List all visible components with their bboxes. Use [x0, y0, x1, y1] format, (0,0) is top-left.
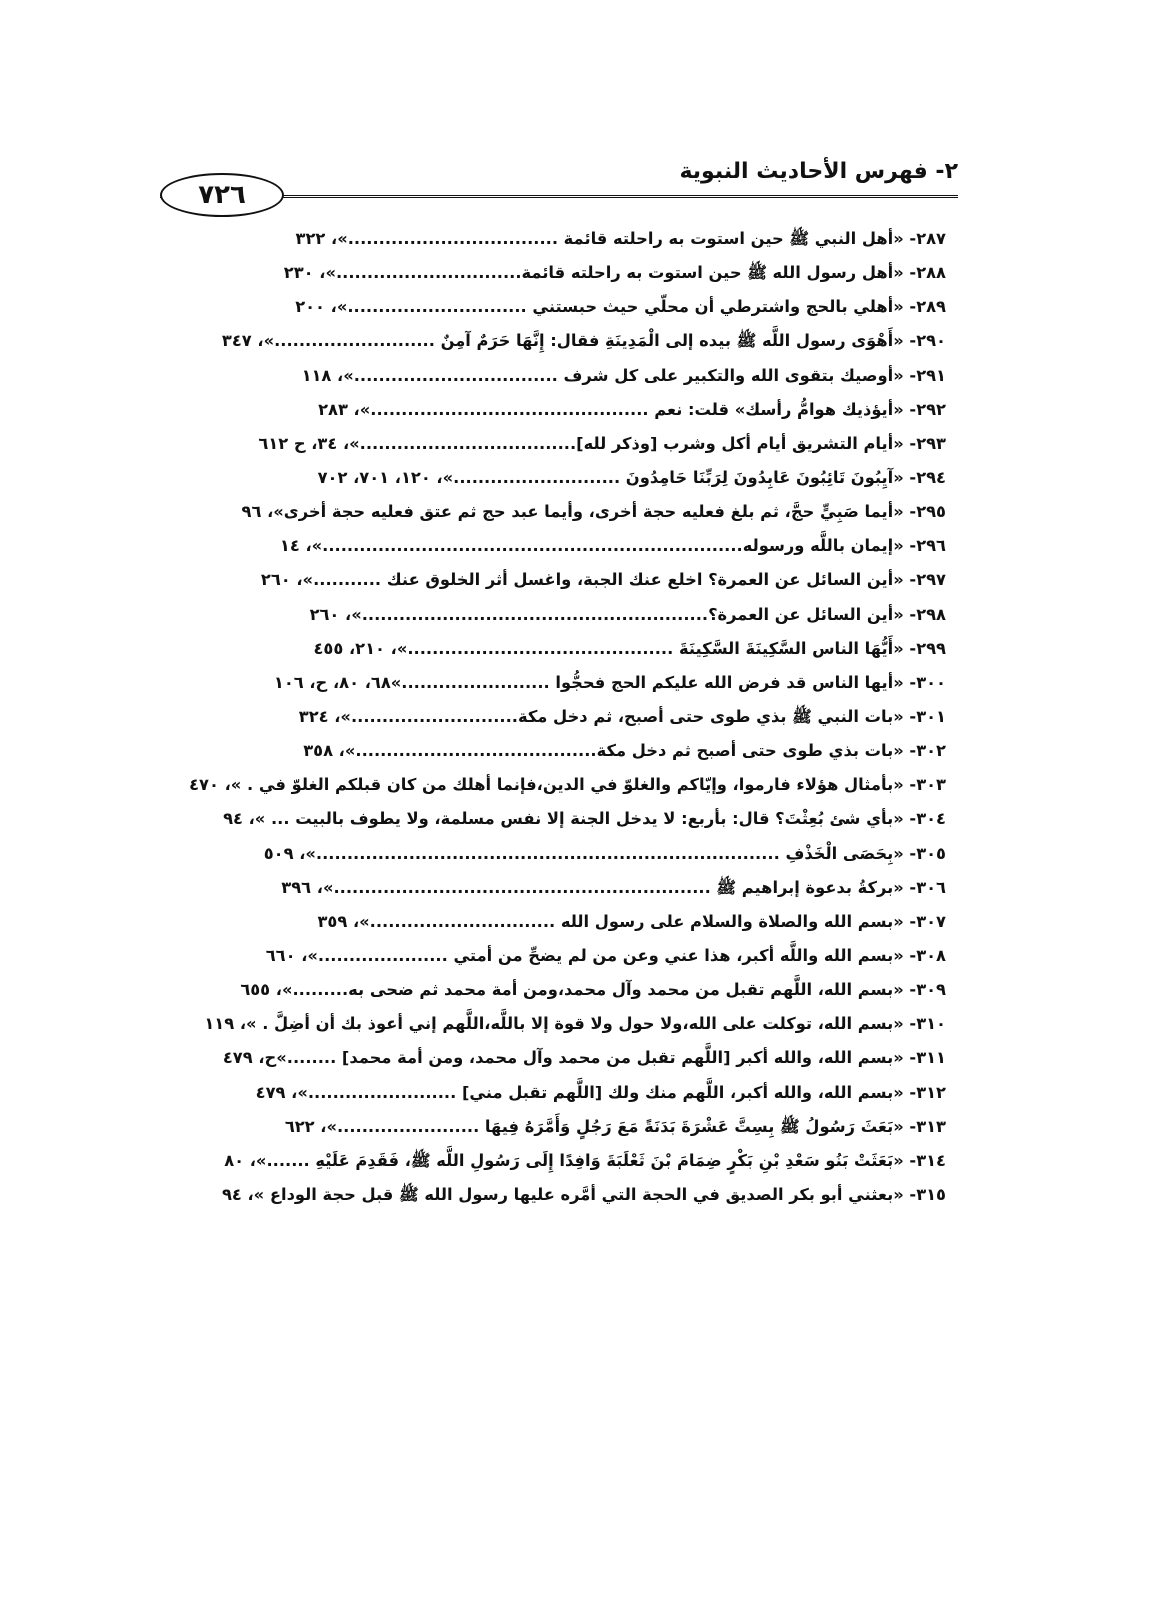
index-entry: ٣١٣- «بَعَثَ رَسُولُ ﷺ بِسِتَّ عَشْرَةَ بَدَنَةً مَعَ رَجُلٍ وَأَمَّرَهُ فِيهَا .......................»، ٦٢٢	[284, 1116, 946, 1136]
index-entry: ٣٠٦- «بركةُ بدعوة إبراهيم ﷺ .............................................................»، ٣٩٦	[281, 877, 946, 897]
hadith-index-list	[186, 222, 946, 1212]
index-entry: ٢٨٧- «أهل النبي ﷺ حين استوت به راحلته قائمة ..................................»، ٣٢٢	[295, 229, 946, 248]
section-title: ٢- فهرس الأحاديث النبوية	[679, 159, 958, 184]
index-entry: ٣٠٢- «بات بذي طوى حتى أصبح ثم دخل مكة.......................................»، ٣٥٨	[303, 741, 946, 761]
index-entry: ٢٩٧- «أين السائل عن العمرة؟ اخلع عنك الجبة، واغسل أثر الخلوق عنك ...........»، ٢٦٠	[260, 570, 946, 590]
page-header	[160, 155, 958, 215]
index-entry: ٢٩٥- «أيما صَبِيٍّ حجَّ، ثم بلغ فعليه حجة أخرى، وأيما عبد حج ثم عتق فعليه حجة أخرى»، ٩٦	[241, 502, 946, 522]
index-entry: ٣٠٩- «بسم الله، اللَّهم تقبل من محمد وآل محمد،ومن أمة محمد ثم ضحى به.........»، ٦٥٥	[240, 980, 946, 1000]
index-entry: ٣١٤- «بَعَثَتْ بَنُو سَعْدِ بْنِ بَكْرٍ ضِمَامَ بْنَ ثَعْلَبَةَ وَافِدًا إِلَى رَسُولِ اللَّه ﷺ، فَقَدِمَ عَلَيْهِ .......»، ٨٠	[224, 1150, 946, 1170]
index-entry: ٣١٥- «بعثني أبو بكر الصديق في الحجة التي أمَّره عليها رسول الله ﷺ قبل حجة الوداع »، ٩٤	[221, 1184, 946, 1204]
index-entry: ٢٨٩- «أهلي بالحج واشترطي أن محلّي حيث حبستني .............................»، ٢٠٠	[295, 297, 946, 317]
index-entry: ٢٩٠- «أَهْوَى رسول اللَّه ﷺ بيده إلى الْمَدِينَةِ فقال: إِنَّهَا حَرَمٌ آمِنٌ ..........................»، ٣٤٧	[221, 331, 946, 351]
index-entry: ٣١١- «بسم الله، والله أكبر [اللَّهم تقبل من محمد وآل محمد، ومن أمة محمد] ........»ح، ٤٧٩	[222, 1048, 946, 1068]
index-entry: ٣١٠- «بسم الله، توكلت على الله،ولا حول ولا قوة إلا باللَّه،اللَّهم إني أعوذ بك أن أضِلَّ . »، ١١٩	[204, 1014, 946, 1034]
index-entry: ٣٠٧- «بسم الله والصلاة والسلام على رسول الله ..............................»، ٣٥٩	[317, 911, 946, 931]
index-entry: ٣١٢- «بسم الله، والله أكبر، اللَّهم منك ولك [اللَّهم تقبل مني] ........................»، ٤٧٩	[255, 1082, 946, 1102]
index-entry: ٢٩٤- «آيِبُونَ تَائِبُونَ عَابِدُونَ لِرَبِّنَا حَامِدُونَ ...........................»، ١٢٠، ٧٠١، ٧٠٢	[317, 467, 946, 487]
index-entry: ٣٠٤- «بأي شئ بُعِثْتَ؟ قال: بأربع: لا يدخل الجنة إلا نفس مسلمة، ولا يطوف بالبيت ... »، ٩٤	[223, 809, 946, 829]
index-entry: ٢٩٦- «إيمان باللَّه ورسوله....................................................................»، ١٤	[279, 536, 946, 556]
index-entry: ٣٠١- «بات النبي ﷺ بذي طوى حتى أصبح، ثم دخل مكة...........................»، ٣٢٤	[298, 706, 946, 726]
index-entry: ٢٩٣- «أيام التشريق أيام أكل وشرب [وذكر لله]...................................»، ٣٤، ح ٦١٢	[258, 433, 946, 453]
index-entry: ٢٩١- «أوصيك بتقوى الله والتكبير على كل شرف .................................»، ١١٨	[301, 365, 946, 385]
page-number: ٧٢٦	[160, 173, 284, 217]
index-entry: ٢٩٢- «أيؤذيك هوامُّ رأسك» قلت: نعم .............................................»، ٢٨٣	[318, 399, 946, 419]
index-entry: ٢٩٨- «أين السائل عن العمرة؟........................................................»، ٢٦٠	[309, 604, 946, 624]
index-entry: ٣٠٣- «بأمثال هؤلاء فارموا، وإيّاكم والغلوّ في الدين،فإنما أهلك من كان قبلكم الغلوّ في . »، ٤٧٠	[189, 775, 946, 795]
index-entry: ٢٩٩- «أَيُّهَا الناس السَّكِينَةَ السَّكِينَةَ ...........................................»، ٢١٠، ٤٥٥	[313, 638, 946, 658]
index-entry: ٣٠٠- «أيها الناس قد فرض الله عليكم الحج فحجُّوا ........................»٦٨، ٨٠، ح، ١٠٦	[273, 672, 946, 692]
index-entry: ٢٨٨- «أهل رسول الله ﷺ حين استوت به راحلته قائمة..............................»، ٢٣٠	[283, 263, 946, 283]
index-entry: ٣٠٨- «بسم الله واللَّه أكبر، هذا عني وعن من لم يضحِّ من أمتي .....................»، ٦٦٠	[265, 945, 946, 965]
index-entry: ٣٠٥- «بِحَصَى الْخَذْفِ ...........................................................................»، ٥٠٩	[263, 843, 946, 863]
